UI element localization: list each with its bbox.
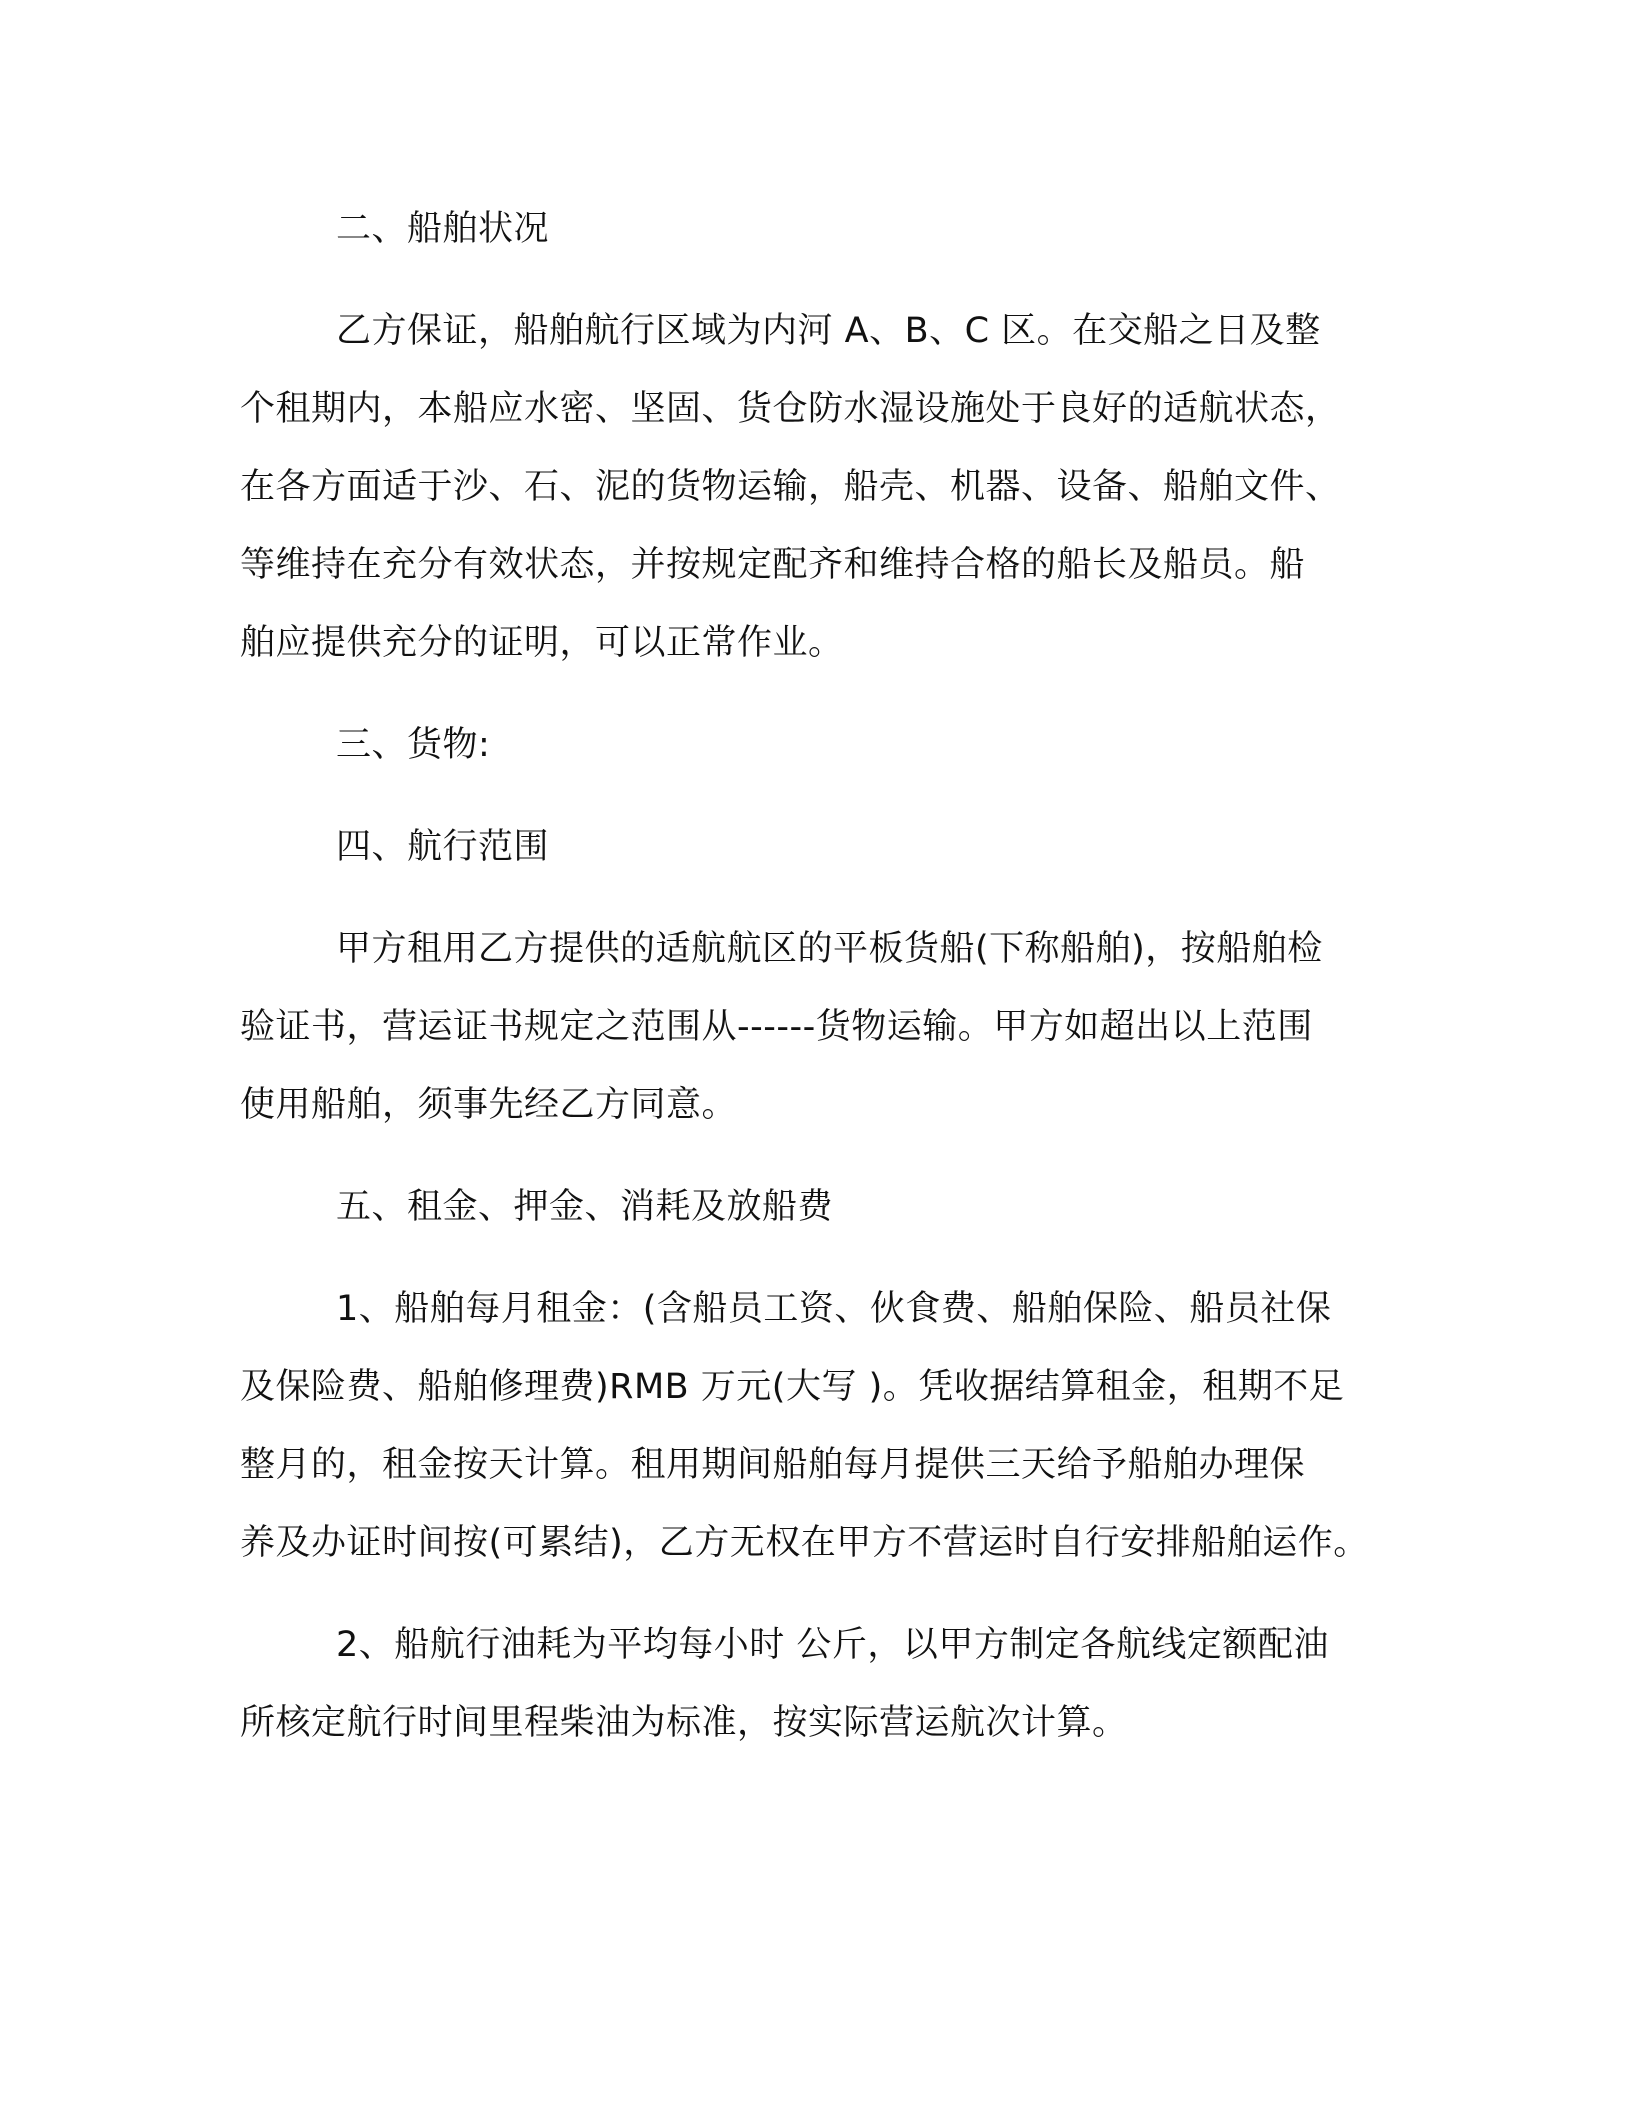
paragraph-line: 甲方租用乙方提供的适航航区的平板货船(下称船舶)，按船舶检 xyxy=(336,929,1323,969)
paragraph-line: 等维持在充分有效状态，并按规定配齐和维持合格的船长及船员。船 xyxy=(240,545,1306,585)
paragraph-line: 养及办证时间按(可累结)，乙方无权在甲方不营运时自行安排船舶运作。 xyxy=(240,1523,1369,1563)
document-body xyxy=(240,190,1400,1762)
paragraph-line: 所核定航行时间里程柴油为标准，按实际营运航次计算。 xyxy=(240,1703,1128,1743)
section-heading: 四、航行范围 xyxy=(336,827,550,867)
paragraph-line: 2、船航行油耗为平均每小时 公斤，以甲方制定各航线定额配油 xyxy=(336,1625,1329,1665)
paragraph-line: 个租期内，本船应水密、坚固、货仓防水湿设施处于良好的适航状态， xyxy=(240,389,1341,429)
paragraph xyxy=(240,1606,1400,1762)
paragraph xyxy=(240,1270,1400,1582)
paragraph-line: 整月的，租金按天计算。租用期间船舶每月提供三天给予船舶办理保 xyxy=(240,1445,1306,1485)
section-heading: 五、租金、押金、消耗及放船费 xyxy=(336,1187,834,1227)
paragraph xyxy=(240,910,1400,1144)
section-heading: 二、船舶状况 xyxy=(336,209,550,249)
section-heading: 三、货物: xyxy=(336,725,491,765)
paragraph-line: 1、船舶每月租金：(含船员工资、伙食费、船舶保险、船员社保 xyxy=(336,1289,1332,1329)
paragraph xyxy=(240,292,1400,682)
paragraph-line: 使用船舶，须事先经乙方同意。 xyxy=(240,1085,738,1125)
paragraph-line: 乙方保证，船舶航行区域为内河 A、B、C 区。在交船之日及整 xyxy=(336,311,1321,351)
paragraph-line: 舶应提供充分的证明，可以正常作业。 xyxy=(240,623,844,663)
paragraph-line: 验证书，营运证书规定之范围从------货物运输。甲方如超出以上范围 xyxy=(240,1007,1313,1047)
paragraph-line: 在各方面适于沙、石、泥的货物运输，船壳、机器、设备、船舶文件、 xyxy=(240,467,1341,507)
paragraph-line: 及保险费、船舶修理费)RMB 万元(大写 )。凭收据结算租金，租期不足 xyxy=(240,1367,1345,1407)
